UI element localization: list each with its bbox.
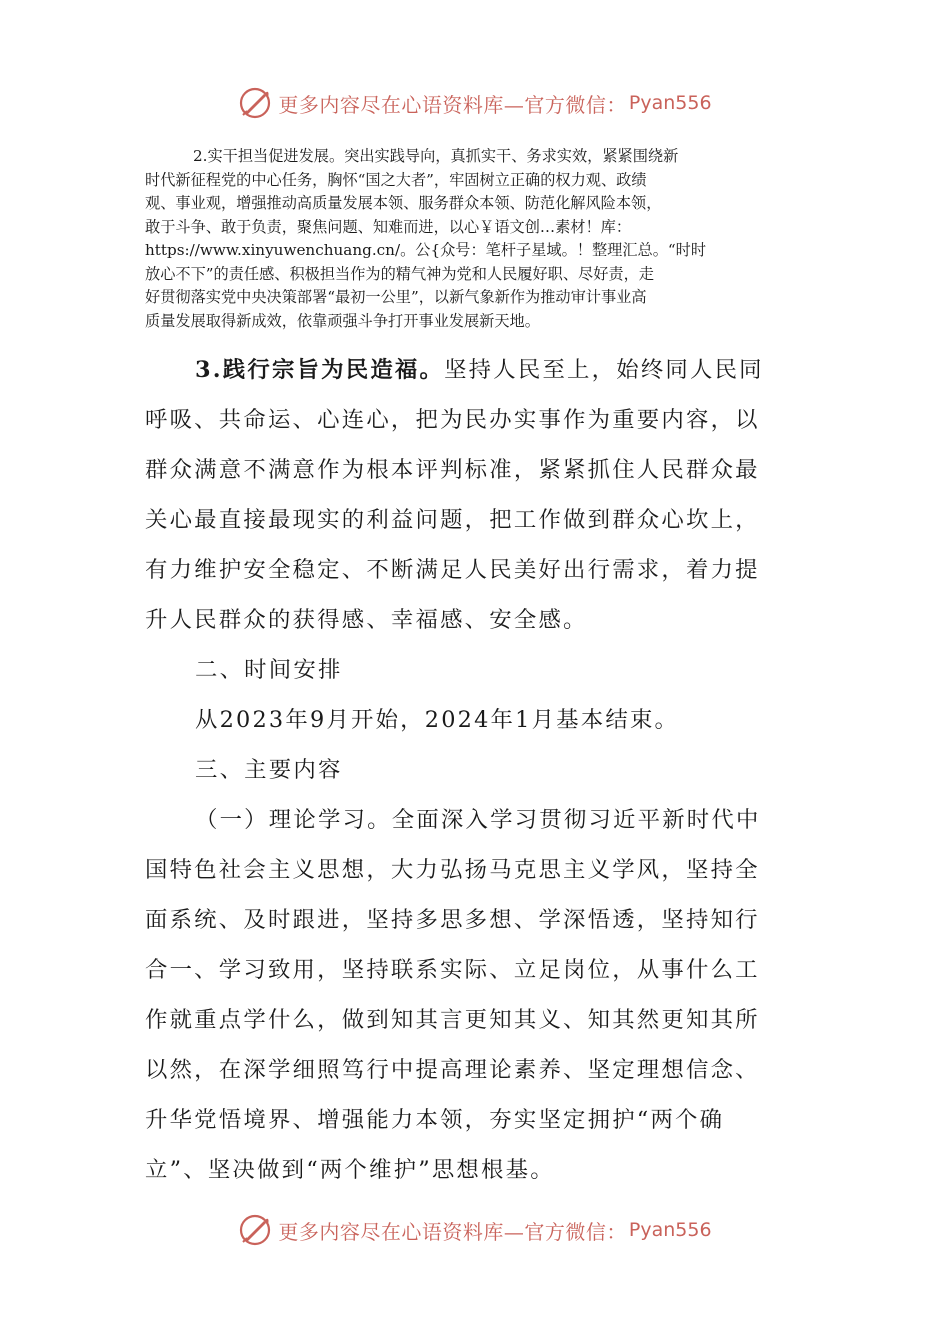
section3-line: 关心最直接最现实的利益问题，把工作做到群众心坎上， xyxy=(145,507,760,533)
schedule-heading: 二、时间安排 xyxy=(195,657,343,683)
small-line: 观、事业观，增强推动高质量发展本领、服务群众本领、防范化解风险本领， xyxy=(145,194,662,212)
schedule-text: 从2023年9月开始，2024年1月基本结束。 xyxy=(195,707,680,733)
main-content-line: 合一、学习致用，坚持联系实际、立足岗位，从事什么工 xyxy=(145,957,760,983)
section3-line: 3.践行宗旨为民造福。坚持人民至上，始终同人民同 xyxy=(195,357,764,383)
main-content-line: 立”、坚决做到“两个维护”思想根基。 xyxy=(145,1157,555,1183)
main-content-line: 面系统、及时跟进，坚持多思多想、学深悟透，坚持知行 xyxy=(145,907,760,933)
main-body xyxy=(145,345,785,1195)
header-banner xyxy=(0,78,950,128)
quill-logo-icon xyxy=(238,86,272,120)
small-line: 质量发展取得新成效，依靠顽强斗争打开事业发展新天地。 xyxy=(145,311,540,330)
main-content-line: 以然，在深学细照笃行中提高理论素养、坚定理想信念、 xyxy=(145,1057,760,1083)
banner-text: 更多内容尽在心语资料库—官方微信： xyxy=(278,1219,627,1244)
small-line: 好贯彻落实党中央决策部署“最初一公里”，以新气象新作为推动审计事业高 xyxy=(145,288,647,306)
section3-line: 呼吸、共命运、心连心，把为民办实事作为重要内容，以 xyxy=(145,407,760,433)
banner-text: 更多内容尽在心语资料库—官方微信： xyxy=(278,92,627,117)
footer-banner xyxy=(0,1205,950,1255)
small-line: https://www.xinyuwenchuang.cn/。公{众号：笔杆子星域。！整理汇总。“时时 xyxy=(145,241,707,259)
main-content-line: 作就重点学什么，做到知其言更知其义、知其然更知其所 xyxy=(145,1007,760,1033)
main-content-heading: 三、主要内容 xyxy=(195,757,343,783)
main-content-line: 升华党悟境界、增强能力本领，夯实坚定拥护“两个确 xyxy=(145,1107,725,1133)
small-line: 敢于斗争、敢于负责，聚焦问题、知难而进，以心￥语文创…素材！库： xyxy=(145,217,631,236)
section3-line: 升人民群众的获得感、幸福感、安全感。 xyxy=(145,607,588,633)
main-content-line: 国特色社会主义思想，大力弘扬马克思主义学风，坚持全 xyxy=(145,857,760,883)
small-line: 2.实干担当促进发展。突出实践导向，真抓实干、务求实效，紧紧围绕新 xyxy=(193,147,679,165)
main-content-line: （一）理论学习。全面深入学习贯彻习近平新时代中 xyxy=(195,807,761,833)
banner-contact: Pyan556 xyxy=(628,92,712,114)
small-line: 时代新征程党的中心任务，胸怀“国之大者”，牢固树立正确的权力观、政绩 xyxy=(145,170,647,189)
small-paragraph xyxy=(145,145,805,333)
section3-heading: 3.践行宗旨为民造福。 xyxy=(195,357,445,383)
quill-logo-icon xyxy=(238,1213,272,1247)
banner-contact: Pyan556 xyxy=(628,1219,712,1241)
small-line: 放心不下”的责任感、积极担当作为的精气神为党和人民履好职、尽好责，走 xyxy=(145,264,654,283)
section3-line: 有力维护安全稳定、不断满足人民美好出行需求，着力提 xyxy=(145,557,760,583)
section3-line: 群众满意不满意作为根本评判标准，紧紧抓住人民群众最 xyxy=(145,457,760,483)
